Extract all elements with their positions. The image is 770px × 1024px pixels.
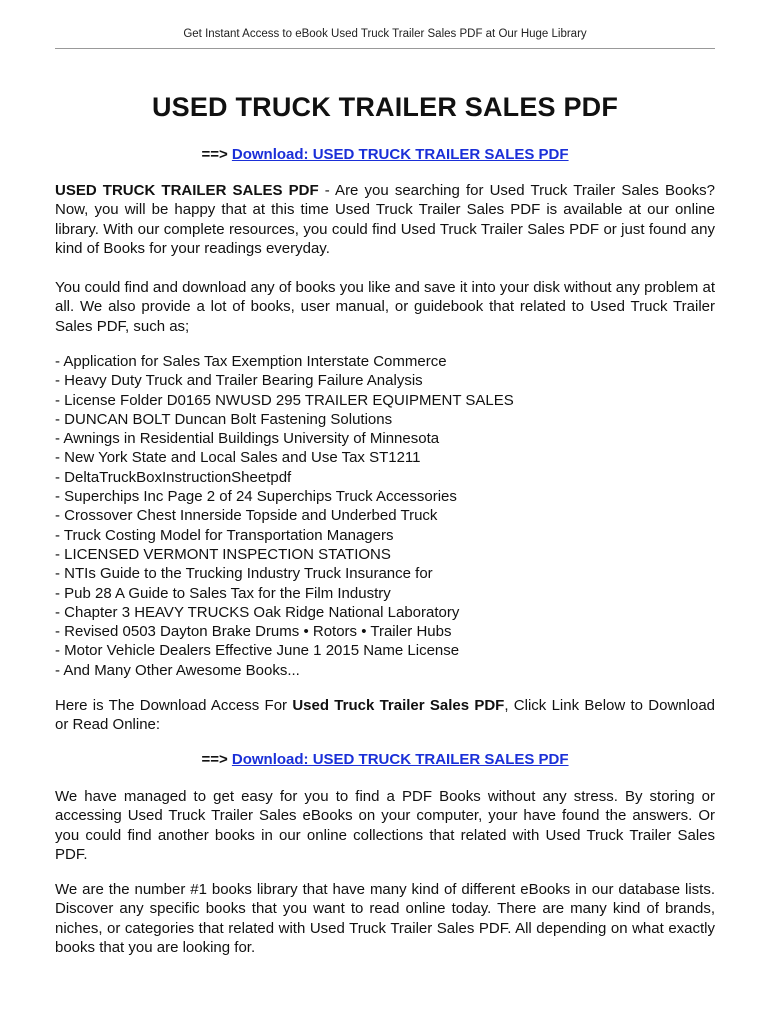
book-list-item: - And Many Other Awesome Books... — [55, 661, 300, 679]
download-line-bottom — [0, 751, 770, 768]
book-list-item: - New York State and Local Sales and Use Tax ST1211 — [55, 449, 421, 467]
access-post: , Click Link Below to Download or Read Online: — [55, 697, 715, 734]
paragraph-library — [55, 880, 715, 957]
intro-paragraph — [55, 181, 715, 258]
book-list-item: - Truck Costing Model for Transportation Managers — [55, 526, 394, 544]
book-list-item: - Motor Vehicle Dealers Effective June 1 2015 Name License — [55, 642, 460, 660]
download-prefix: ==> — [201, 751, 232, 768]
download-prefix: ==> — [201, 146, 232, 163]
access-bold: Used Truck Trailer Sales PDF — [292, 697, 505, 714]
page-title: USED TRUCK TRAILER SALES PDF — [151, 92, 619, 122]
book-list-item: - Superchips Inc Page 2 of 24 Superchips Truck Accessories — [55, 488, 457, 506]
book-list — [55, 352, 715, 680]
book-list-item: - Revised 0503 Dayton Brake Drums • Rotors • Trailer Hubs — [55, 623, 452, 641]
book-list-item: - Crossover Chest Innerside Topside and Underbed Truck — [55, 507, 438, 525]
download-link-top[interactable]: Download: USED TRUCK TRAILER SALES PDF — [231, 146, 569, 163]
book-list-item: - DeltaTruckBoxInstructionSheetpdf — [55, 468, 292, 486]
access-paragraph — [55, 696, 715, 735]
book-list-item: - Pub 28 A Guide to Sales Tax for the Film Industry — [55, 584, 391, 602]
intro-bold-lead: USED TRUCK TRAILER SALES PDF — [55, 182, 319, 199]
download-link-bottom[interactable]: Download: USED TRUCK TRAILER SALES PDF — [231, 751, 569, 768]
book-list-item: - Application for Sales Tax Exemption Interstate Commerce — [55, 353, 447, 370]
paragraph-related — [55, 278, 715, 336]
storing-text: We have managed to get easy for you to find a PDF Books without any stress. By storing or accessing Used Truck Trailer Sales eBooks on your computer, your have found the answers. Or you could find another books in our online collections that related with Used Truck Trailer Sales PDF. — [55, 788, 715, 863]
page-header: Get Instant Access to eBook Used Truck Trailer Sales PDF at Our Huge Library — [55, 28, 715, 49]
book-list-container — [55, 352, 715, 680]
book-list-item: - DUNCAN BOLT Duncan Bolt Fastening Solutions — [55, 410, 393, 428]
book-list-item: - Heavy Duty Truck and Trailer Bearing Failure Analysis — [55, 372, 423, 390]
library-text: We are the number #1 books library that have many kind of different eBooks in our database lists. Discover any specific books that you want to read online today. There are many kind of brands, niches, or categories that related with Used Truck Trailer Sales PDF. All depending on what exactly books that you are looking for. — [55, 881, 715, 956]
book-list-item: - License Folder D0165 NWUSD 295 TRAILER EQUIPMENT SALES — [55, 391, 514, 409]
book-list-item: - Chapter 3 HEAVY TRUCKS Oak Ridge National Laboratory — [55, 603, 460, 621]
paragraph-storing — [55, 787, 715, 864]
book-list-item: - LICENSED VERMONT INSPECTION STATIONS — [55, 545, 391, 563]
book-list-item: - Awnings in Residential Buildings University of Minnesota — [55, 430, 440, 448]
download-line-top — [0, 146, 770, 163]
book-list-item: - NTIs Guide to the Trucking Industry Truck Insurance for — [55, 565, 433, 583]
access-pre: Here is The Download Access For — [55, 697, 293, 714]
intro-text: - Are you searching for Used Truck Trailer Sales Books? Now, you will be happy that at this time Used Truck Trailer Sales PDF is available at our online library. With our complete resources, you could find Used Truck Trailer Sales PDF or just found any kind of Books for your readings everyday. — [55, 182, 715, 257]
related-text: You could find and download any of books you like and save it into your disk without any problem at all. We also provide a lot of books, user manual, or guidebook that related to Used Truck Trailer Sales PDF, such as; — [55, 279, 715, 335]
